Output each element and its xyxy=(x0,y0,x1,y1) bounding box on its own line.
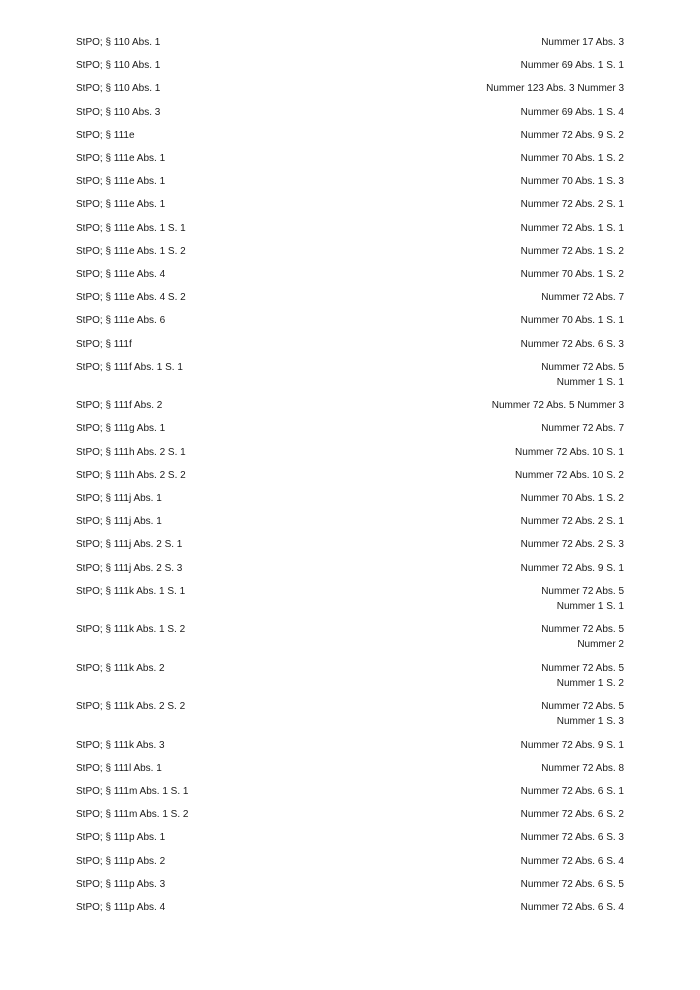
guideline-reference xyxy=(541,622,624,652)
guideline-reference xyxy=(486,81,624,96)
guideline-reference xyxy=(521,128,624,143)
index-entry xyxy=(76,561,624,576)
guideline-reference-line: Nummer 72 Abs. 5 xyxy=(541,624,624,636)
guideline-reference xyxy=(521,313,624,328)
law-citation: StPO; § 110 Abs. 1 xyxy=(76,83,161,95)
law-citation: StPO; § 111j Abs. 1 xyxy=(76,493,162,505)
law-citation: StPO; § 111p Abs. 4 xyxy=(76,901,166,913)
guideline-reference-line: Nummer 72 Abs. 6 S. 3 xyxy=(520,832,624,844)
guideline-reference xyxy=(541,360,624,390)
guideline-reference xyxy=(521,337,624,352)
index-entry xyxy=(76,514,624,529)
index-entry xyxy=(76,537,624,552)
index-entry xyxy=(76,197,624,212)
guideline-reference-line: Nummer 72 Abs. 1 S. 2 xyxy=(520,245,624,257)
index-entry xyxy=(76,699,624,729)
guideline-reference xyxy=(521,267,624,282)
index-entry xyxy=(76,105,624,120)
guideline-reference-line: Nummer 70 Abs. 1 S. 2 xyxy=(520,493,624,505)
guideline-reference-line: Nummer 72 Abs. 8 xyxy=(541,762,624,774)
guideline-reference xyxy=(541,761,624,776)
guideline-reference-line: Nummer 72 Abs. 10 S. 2 xyxy=(515,469,624,481)
index-entry xyxy=(76,761,624,776)
guideline-reference-line: Nummer 1 S. 1 xyxy=(556,601,624,613)
guideline-reference-line: Nummer 72 Abs. 6 S. 3 xyxy=(520,338,624,350)
law-citation: StPO; § 111p Abs. 1 xyxy=(76,832,166,844)
index-entry xyxy=(76,738,624,753)
guideline-reference-line: Nummer 123 Abs. 3 Nummer 3 xyxy=(486,83,624,95)
index-entry xyxy=(76,360,624,390)
index-entry xyxy=(76,58,624,73)
guideline-reference xyxy=(521,738,624,753)
guideline-reference-line: Nummer 72 Abs. 6 S. 4 xyxy=(520,901,624,913)
guideline-reference xyxy=(521,174,624,189)
law-citation: StPO; § 111j Abs. 2 S. 3 xyxy=(76,562,183,574)
guideline-reference xyxy=(521,221,624,236)
guideline-reference xyxy=(541,584,624,614)
law-citation: StPO; § 110 Abs. 1 xyxy=(76,37,161,48)
guideline-reference xyxy=(521,58,624,73)
guideline-reference-line: Nummer 70 Abs. 1 S. 1 xyxy=(520,315,624,327)
index-entry xyxy=(76,900,624,915)
guideline-reference xyxy=(541,699,624,729)
index-entry xyxy=(76,174,624,189)
guideline-reference xyxy=(515,445,624,460)
index-entry xyxy=(76,81,624,96)
law-citation: StPO; § 111f xyxy=(76,338,132,350)
index-entry xyxy=(76,854,624,869)
guideline-reference xyxy=(521,900,624,915)
index-entry xyxy=(76,661,624,691)
guideline-reference xyxy=(521,151,624,166)
law-citation: StPO; § 111p Abs. 2 xyxy=(76,855,166,867)
guideline-reference-line: Nummer 70 Abs. 1 S. 2 xyxy=(520,153,624,165)
guideline-reference-line: Nummer 72 Abs. 1 S. 1 xyxy=(520,222,624,234)
law-citation: StPO; § 111h Abs. 2 S. 2 xyxy=(76,469,186,481)
law-citation: StPO; § 111l Abs. 1 xyxy=(76,762,162,774)
guideline-reference-line: Nummer 72 Abs. 2 S. 1 xyxy=(520,199,624,211)
law-citation: StPO; § 111e Abs. 1 xyxy=(76,176,166,188)
index-entry xyxy=(76,784,624,799)
guideline-reference-line: Nummer 1 S. 2 xyxy=(556,677,624,689)
index-entry xyxy=(76,244,624,259)
index-entry xyxy=(76,877,624,892)
guideline-reference-line: Nummer 72 Abs. 10 S. 1 xyxy=(515,446,624,458)
law-citation: StPO; § 111e Abs. 1 S. 1 xyxy=(76,222,186,234)
index-entry xyxy=(76,267,624,282)
guideline-reference xyxy=(541,661,624,691)
index-entry xyxy=(76,622,624,652)
index-entry xyxy=(76,128,624,143)
guideline-reference xyxy=(521,537,624,552)
guideline-reference-line: Nummer 72 Abs. 9 S. 2 xyxy=(520,129,624,141)
guideline-reference-line: Nummer 69 Abs. 1 S. 1 xyxy=(520,60,624,72)
law-citation: StPO; § 111e Abs. 1 S. 2 xyxy=(76,245,186,257)
law-citation: StPO; § 111j Abs. 2 S. 1 xyxy=(76,539,183,551)
guideline-reference xyxy=(541,290,624,305)
guideline-reference xyxy=(521,244,624,259)
guideline-reference-line: Nummer 72 Abs. 2 S. 1 xyxy=(520,516,624,528)
law-citation: StPO; § 111e xyxy=(76,129,135,141)
index-entry xyxy=(76,807,624,822)
law-citation: StPO; § 111f Abs. 1 S. 1 xyxy=(76,361,183,373)
guideline-reference-line: Nummer 17 Abs. 3 xyxy=(541,37,624,48)
guideline-reference xyxy=(541,35,624,50)
guideline-reference-line: Nummer 1 S. 3 xyxy=(556,716,624,728)
guideline-reference-line: Nummer 72 Abs. 6 S. 5 xyxy=(520,878,624,890)
law-citation: StPO; § 111h Abs. 2 S. 1 xyxy=(76,446,186,458)
guideline-reference xyxy=(515,468,624,483)
law-citation: StPO; § 111e Abs. 4 S. 2 xyxy=(76,292,186,304)
index-list xyxy=(76,35,624,923)
index-entry xyxy=(76,35,624,50)
guideline-reference-line: Nummer 72 Abs. 5 xyxy=(541,662,624,674)
index-entry xyxy=(76,830,624,845)
guideline-reference-line: Nummer 69 Abs. 1 S. 4 xyxy=(520,106,624,118)
guideline-reference xyxy=(521,105,624,120)
index-entry xyxy=(76,491,624,506)
guideline-reference-line: Nummer 2 xyxy=(577,639,624,651)
index-entry xyxy=(76,398,624,413)
guideline-reference xyxy=(521,491,624,506)
guideline-reference-line: Nummer 72 Abs. 6 S. 1 xyxy=(520,785,624,797)
guideline-reference xyxy=(521,807,624,822)
guideline-reference-line: Nummer 72 Abs. 6 S. 4 xyxy=(520,855,624,867)
index-entry xyxy=(76,290,624,305)
guideline-reference-line: Nummer 72 Abs. 6 S. 2 xyxy=(520,809,624,821)
guideline-reference xyxy=(521,854,624,869)
guideline-reference xyxy=(521,197,624,212)
law-citation: StPO; § 111e Abs. 1 xyxy=(76,153,166,165)
guideline-reference xyxy=(492,398,624,413)
law-citation: StPO; § 111m Abs. 1 S. 1 xyxy=(76,785,189,797)
guideline-reference xyxy=(521,830,624,845)
law-citation: StPO; § 110 Abs. 1 xyxy=(76,60,161,72)
index-entry xyxy=(76,337,624,352)
index-entry xyxy=(76,151,624,166)
guideline-reference xyxy=(521,877,624,892)
index-entry xyxy=(76,421,624,436)
index-entry xyxy=(76,468,624,483)
law-citation: StPO; § 111e Abs. 1 xyxy=(76,199,166,211)
law-citation: StPO; § 111j Abs. 1 xyxy=(76,516,162,528)
law-citation: StPO; § 111m Abs. 1 S. 2 xyxy=(76,809,189,821)
index-entry xyxy=(76,313,624,328)
law-citation: StPO; § 110 Abs. 3 xyxy=(76,106,161,118)
law-citation: StPO; § 111p Abs. 3 xyxy=(76,878,166,890)
guideline-reference-line: Nummer 72 Abs. 7 xyxy=(541,292,624,304)
index-entry xyxy=(76,445,624,460)
guideline-reference-line: Nummer 72 Abs. 2 S. 3 xyxy=(520,539,624,551)
guideline-reference-line: Nummer 72 Abs. 5 Nummer 3 xyxy=(491,400,624,412)
guideline-reference-line: Nummer 72 Abs. 7 xyxy=(541,423,624,435)
law-citation: StPO; § 111k Abs. 2 S. 2 xyxy=(76,701,186,713)
guideline-reference-line: Nummer 72 Abs. 9 S. 1 xyxy=(520,562,624,574)
law-citation: StPO; § 111e Abs. 4 xyxy=(76,269,166,281)
index-entry xyxy=(76,584,624,614)
guideline-reference-line: Nummer 70 Abs. 1 S. 3 xyxy=(520,176,624,188)
guideline-reference-line: Nummer 70 Abs. 1 S. 2 xyxy=(520,269,624,281)
law-citation: StPO; § 111e Abs. 6 xyxy=(76,315,166,327)
guideline-reference xyxy=(521,514,624,529)
law-citation: StPO; § 111k Abs. 3 xyxy=(76,739,165,751)
guideline-reference-line: Nummer 72 Abs. 5 xyxy=(541,701,624,713)
law-citation: StPO; § 111k Abs. 2 xyxy=(76,662,165,674)
law-citation: StPO; § 111k Abs. 1 S. 2 xyxy=(76,624,186,636)
law-citation: StPO; § 111f Abs. 2 xyxy=(76,400,163,412)
guideline-reference xyxy=(541,421,624,436)
guideline-reference-line: Nummer 72 Abs. 9 S. 1 xyxy=(520,739,624,751)
guideline-reference-line: Nummer 72 Abs. 5 xyxy=(541,361,624,373)
law-citation: StPO; § 111g Abs. 1 xyxy=(76,423,166,435)
law-citation: StPO; § 111k Abs. 1 S. 1 xyxy=(76,585,186,597)
guideline-reference xyxy=(521,561,624,576)
index-entry xyxy=(76,221,624,236)
guideline-reference-line: Nummer 1 S. 1 xyxy=(556,377,624,389)
guideline-reference xyxy=(521,784,624,799)
guideline-reference-line: Nummer 72 Abs. 5 xyxy=(541,585,624,597)
